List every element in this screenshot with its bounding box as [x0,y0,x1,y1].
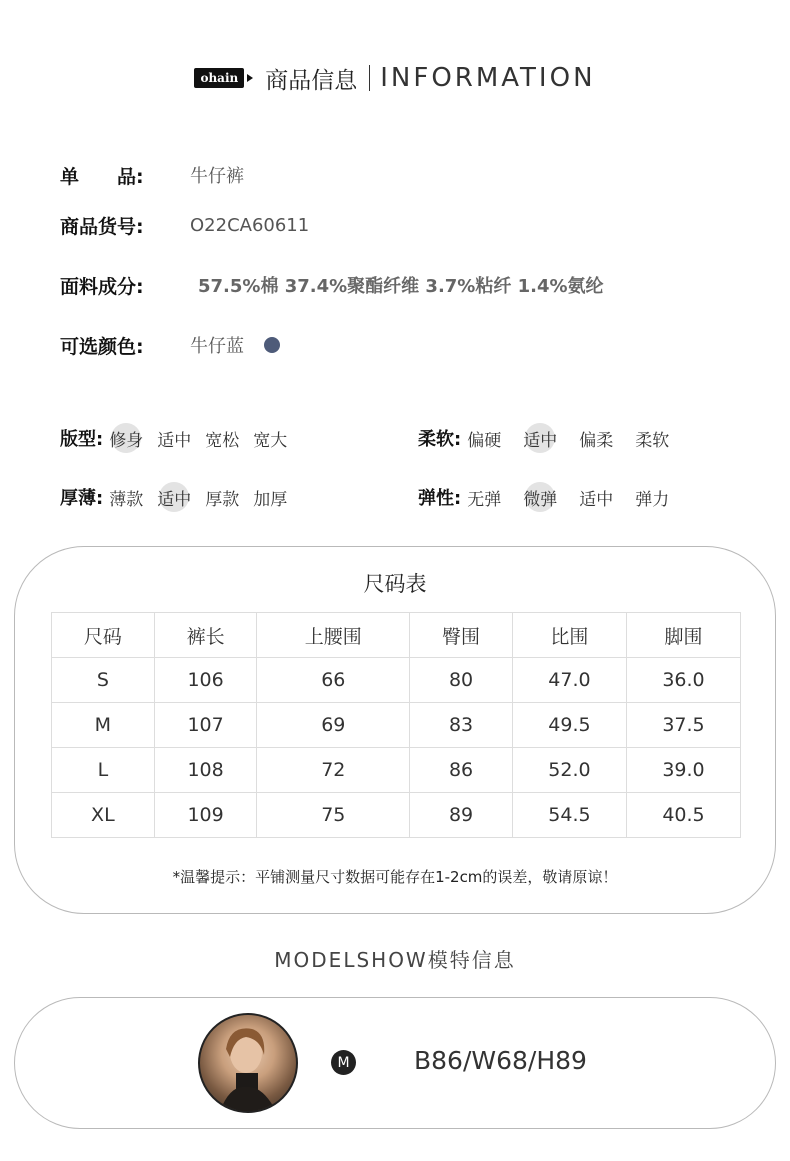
table-cell: 89 [410,793,513,838]
attr-softness [418,423,683,453]
table-header-row [52,613,741,658]
size-chart-title: 尺码表 [363,572,427,596]
model-avatar [198,1013,298,1113]
attr-softness-label: 柔软: [418,429,462,450]
attr-option: 厚款 [205,489,240,510]
attr-option: 偏硬 [467,430,502,451]
item-value: 牛仔裤 [190,166,244,187]
color-label: 可选颜色: [60,335,144,358]
table-row [52,793,741,838]
table-header-cell: 比围 [512,613,626,658]
model-portrait-icon [200,1015,296,1111]
model-size-badge: M [331,1050,356,1075]
table-row [52,748,741,793]
info-row-item [60,160,244,190]
attr-option: 偏柔 [579,430,614,451]
attr-stretch-label: 弹性: [418,488,462,509]
table-cell: 106 [154,658,257,703]
attr-fit [60,423,301,453]
table-cell: S [52,658,155,703]
size-note: *温馨提示：平铺测量尺寸数据可能存在1-2cm的误差，敬请原谅！ [172,868,618,886]
table-cell: 54.5 [512,793,626,838]
sku-label: 商品货号: [60,215,144,238]
color-swatch [264,337,280,353]
header-title-cn: 商品信息 [265,67,358,94]
attr-option: 薄款 [109,489,144,510]
fabric-label: 面料成分: [60,275,144,298]
table-header-cell: 臀围 [410,613,513,658]
attr-option: 无弹 [467,489,502,510]
table-cell: 47.0 [512,658,626,703]
table-cell: 86 [410,748,513,793]
info-row-fabric [60,270,604,300]
attr-stretch [418,482,683,512]
table-header-cell: 裤长 [154,613,257,658]
table-cell: L [52,748,155,793]
attr-option: 适中 [157,430,192,451]
table-cell: 75 [257,793,410,838]
table-cell: 40.5 [626,793,740,838]
table-cell: 72 [257,748,410,793]
play-icon [247,74,253,82]
attr-option: 修身 [109,426,143,451]
table-cell: 80 [410,658,513,703]
table-cell: 36.0 [626,658,740,703]
attr-option: 宽大 [253,430,288,451]
header-title-en: INFORMATION [380,63,596,93]
model-section-title: MODELSHOW模特信息 [274,948,516,972]
attr-thickness-label: 厚薄: [60,488,104,509]
table-cell: 39.0 [626,748,740,793]
table-cell: 37.5 [626,703,740,748]
table-cell: 49.5 [512,703,626,748]
table-row [52,658,741,703]
table-cell: 69 [257,703,410,748]
fabric-value: 57.5%棉 37.4%聚酯纤维 3.7%粘纤 1.4%氨纶 [198,276,604,297]
attr-option: 宽松 [205,430,240,451]
color-value: 牛仔蓝 [190,336,244,357]
attr-fit-label: 版型: [60,429,104,450]
table-cell: 52.0 [512,748,626,793]
info-row-sku [60,210,309,240]
brand-logo: ohain [194,68,244,88]
model-card [14,997,776,1129]
attr-option: 适中 [157,485,191,510]
attr-option: 适中 [523,426,557,451]
table-header-cell: 上腰围 [257,613,410,658]
table-cell: 107 [154,703,257,748]
item-label: 单 品: [60,165,144,188]
attr-option: 加厚 [253,489,288,510]
table-header-cell: 脚围 [626,613,740,658]
table-cell: 109 [154,793,257,838]
table-cell: 108 [154,748,257,793]
attr-option: 适中 [579,489,614,510]
table-cell: M [52,703,155,748]
info-row-color [60,330,280,360]
model-measurements: B86/W68/H89 [414,1046,587,1075]
table-header-cell: 尺码 [52,613,155,658]
attr-option: 微弹 [523,485,557,510]
header-divider [369,65,370,91]
info-header [0,60,790,96]
size-table [51,612,741,838]
attr-option: 弹力 [635,489,670,510]
sku-value: O22CA60611 [190,214,310,236]
table-row [52,703,741,748]
table-cell: XL [52,793,155,838]
attr-option: 柔软 [635,430,670,451]
attr-thickness [60,482,301,512]
table-cell: 66 [257,658,410,703]
table-cell: 83 [410,703,513,748]
